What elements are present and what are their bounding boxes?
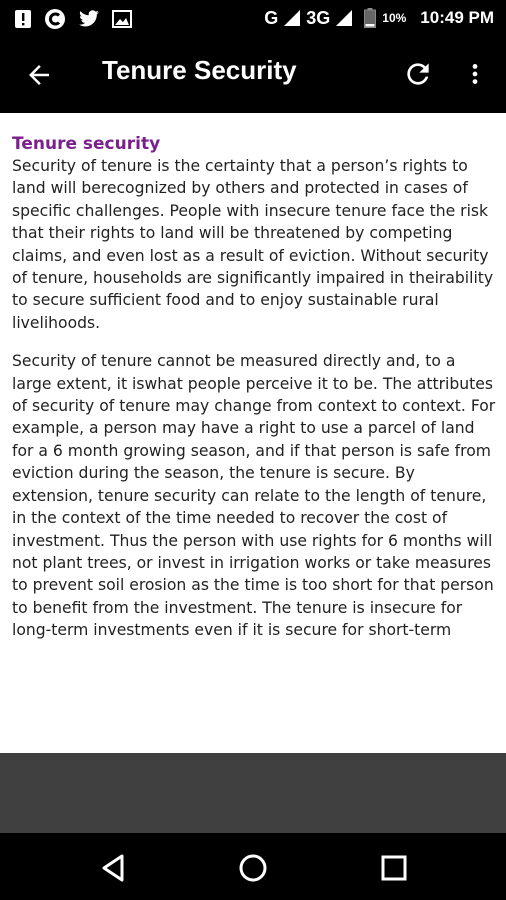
navigation-bar xyxy=(0,833,506,900)
bottom-panel xyxy=(0,753,506,833)
clock: 10:49 PM xyxy=(420,8,494,27)
battery-percent: 10% xyxy=(382,11,407,25)
article xyxy=(0,113,506,642)
article-paragraph: Security of tenure is the certainty that a person’s rights to land will berecognized by others and protected in cases of specific challenges. People with insecure tenure face the risk that their rights to land will be threatened by competing claims, and even lost as a result of eviction. Without security of tenure, households are significantly impaired in theirability to secure sufficient food and to enjoy sustainable rural livelihoods. xyxy=(12,157,494,332)
back-triangle-icon[interactable] xyxy=(96,850,132,886)
article-heading: Tenure security xyxy=(12,134,161,154)
signal-icon xyxy=(336,10,352,26)
network-3g-label: 3G xyxy=(306,8,331,28)
article-view[interactable] xyxy=(0,113,506,753)
system-icons xyxy=(264,7,494,29)
network-g-label: G xyxy=(264,8,279,28)
more-vert-icon[interactable] xyxy=(462,58,488,90)
back-arrow-icon[interactable] xyxy=(24,60,54,90)
app-icon xyxy=(44,8,66,30)
refresh-icon[interactable] xyxy=(402,58,434,90)
alert-icon xyxy=(14,9,32,29)
battery-icon xyxy=(364,8,376,28)
image-icon xyxy=(112,10,132,28)
status-bar xyxy=(0,0,506,36)
twitter-icon xyxy=(78,10,100,28)
article-paragraph: Security of tenure cannot be measured directly and, to a large extent, it iswhat people perceive it to be. The attributes of security of tenure may change from context to context. For example, a person may have a right to use a parcel of land for a 6 month growing season, and if that person is safe from eviction during the season, the tenure is secure. By extension, tenure security can relate to the length of tenure, in the context of the time needed to recover the cost of investment. Thus the person with use rights for 6 months will not plant trees, or invest in irrigation works or take measures to prevent soil erosion as the time is too short for that person to benefit from the investment. The tenure is insecure for long-term investments even if it is secure for short-term xyxy=(12,352,496,640)
signal-icon xyxy=(284,10,300,26)
notification-icons xyxy=(14,8,132,30)
home-circle-icon[interactable] xyxy=(235,850,271,886)
app-bar xyxy=(0,36,506,113)
recents-square-icon[interactable] xyxy=(376,850,412,886)
page-title: Tenure Security xyxy=(102,55,297,85)
